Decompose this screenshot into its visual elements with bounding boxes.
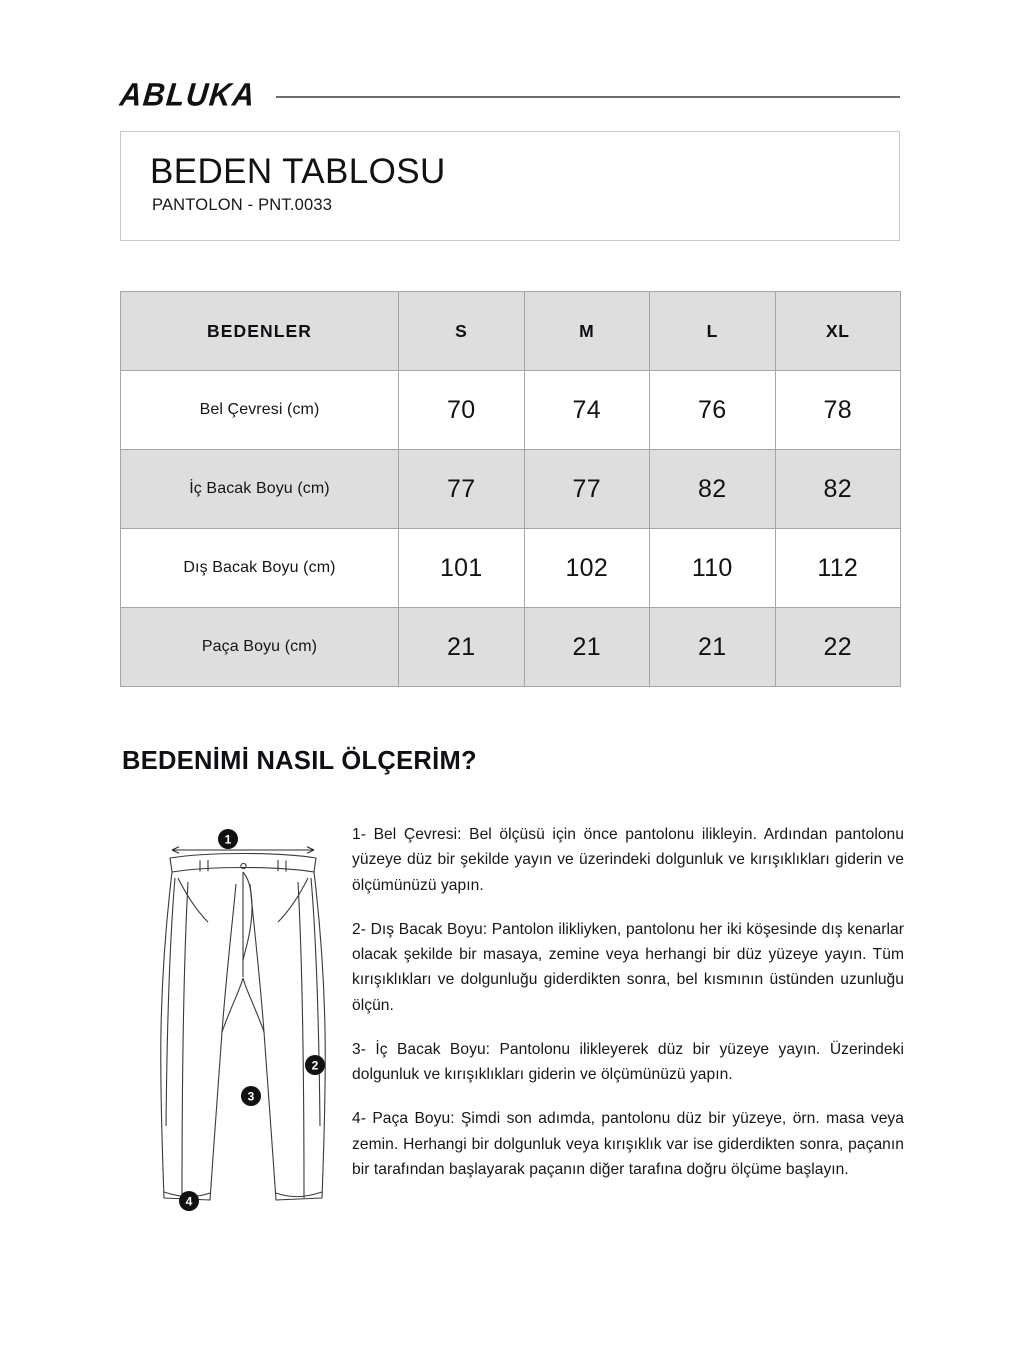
- measurement-instructions: [352, 822, 904, 1182]
- cell-dis-bacak-boyu-l: 110: [650, 529, 776, 608]
- table-row: [121, 608, 901, 687]
- instruction-step-3: 3- İç Bacak Boyu: Pantolonu ilikleyerek düz bir yüzeye yayın. Üzerindeki dolgunluk ve kırışıklıkları giderin ve ölçümünüzü yapın.: [352, 1040, 904, 1083]
- column-header-bedenler: BEDENLER: [121, 292, 399, 371]
- cell-bel-cevresi-s: 70: [399, 371, 525, 450]
- diagram-marker-3: [241, 1086, 261, 1106]
- cell-dis-bacak-boyu-xl: 112: [775, 529, 901, 608]
- table-head: [121, 292, 901, 371]
- svg-text:4: 4: [185, 1194, 193, 1209]
- row-label-bel-cevresi: Bel Çevresi (cm): [121, 371, 399, 450]
- table-header-row: [121, 292, 901, 371]
- brand-header: [120, 78, 900, 114]
- cell-paca-boyu-l: 21: [650, 608, 776, 687]
- column-header-m: M: [524, 292, 650, 371]
- svg-text:3: 3: [247, 1089, 255, 1104]
- cell-paca-boyu-s: 21: [399, 608, 525, 687]
- row-label-dis-bacak-boyu: Dış Bacak Boyu (cm): [121, 529, 399, 608]
- cell-dis-bacak-boyu-m: 102: [524, 529, 650, 608]
- table-row: [121, 450, 901, 529]
- column-header-xl: XL: [775, 292, 901, 371]
- cell-bel-cevresi-xl: 78: [775, 371, 901, 450]
- cell-bel-cevresi-l: 76: [650, 371, 776, 450]
- diagram-marker-4: [179, 1191, 199, 1211]
- svg-text:1: 1: [224, 832, 232, 847]
- table-row: [121, 371, 901, 450]
- pants-technical-drawing: [148, 826, 338, 1226]
- page-subtitle: PANTOLON - PNT.0033: [152, 196, 333, 215]
- size-chart-table: [120, 291, 901, 687]
- column-header-s: S: [399, 292, 525, 371]
- cell-ic-bacak-boyu-xl: 82: [775, 450, 901, 529]
- logo-divider-rule: [276, 96, 900, 98]
- cell-paca-boyu-m: 21: [524, 608, 650, 687]
- pants-diagram: [148, 826, 338, 1226]
- diagram-marker-2: [305, 1055, 325, 1075]
- table-row: [121, 529, 901, 608]
- abluka-logo: ABLUKA: [118, 77, 258, 114]
- cell-ic-bacak-boyu-s: 77: [399, 450, 525, 529]
- howto-heading: BEDENİMİ NASIL ÖLÇERİM?: [122, 747, 477, 775]
- row-label-ic-bacak-boyu: İç Bacak Boyu (cm): [121, 450, 399, 529]
- diagram-marker-1: [218, 829, 238, 849]
- instruction-step-1: 1- Bel Çevresi: Bel ölçüsü için önce pantolonu ilikleyin. Ardından pantolonu yüzeye düz bir şekilde yayın ve üzerindeki dolgunluk ve kırışıklıkları giderin ve ölçümünüzü yapın.: [352, 826, 904, 894]
- cell-ic-bacak-boyu-l: 82: [650, 450, 776, 529]
- waist-measure-line: [172, 847, 314, 853]
- row-label-paca-boyu: Paça Boyu (cm): [121, 608, 399, 687]
- cell-ic-bacak-boyu-m: 77: [524, 450, 650, 529]
- table-body: [121, 371, 901, 687]
- column-header-l: L: [650, 292, 776, 371]
- instruction-step-4: 4- Paça Boyu: Şimdi son adımda, pantolonu düz bir yüzeye, örn. masa veya zemin. Herhangi bir dolgunluk veya kırışıklık var ise giderdikten sonra, paçanın bir tarafından başlayarak paçanın diğer tarafına doğru ölçüme başlayın.: [352, 1110, 904, 1178]
- instruction-step-2: 2- Dış Bacak Boyu: Pantolon ilikliyken, pantolonu her iki köşesinde dış kenarlar olacak şekilde bir masaya, zemine veya herhangi bir düz yüzeye yayın. Tüm kırışıklıkları ve dolgunluğu giderdikten sonra, bel kısmının üstünden uzunluğu ölçün.: [352, 920, 904, 1014]
- cell-bel-cevresi-m: 74: [524, 371, 650, 450]
- cell-paca-boyu-xl: 22: [775, 608, 901, 687]
- page-title: BEDEN TABLOSU: [150, 152, 446, 191]
- svg-text:2: 2: [311, 1058, 319, 1073]
- title-box: [120, 131, 900, 241]
- cell-dis-bacak-boyu-s: 101: [399, 529, 525, 608]
- title-box-inner: [150, 152, 446, 214]
